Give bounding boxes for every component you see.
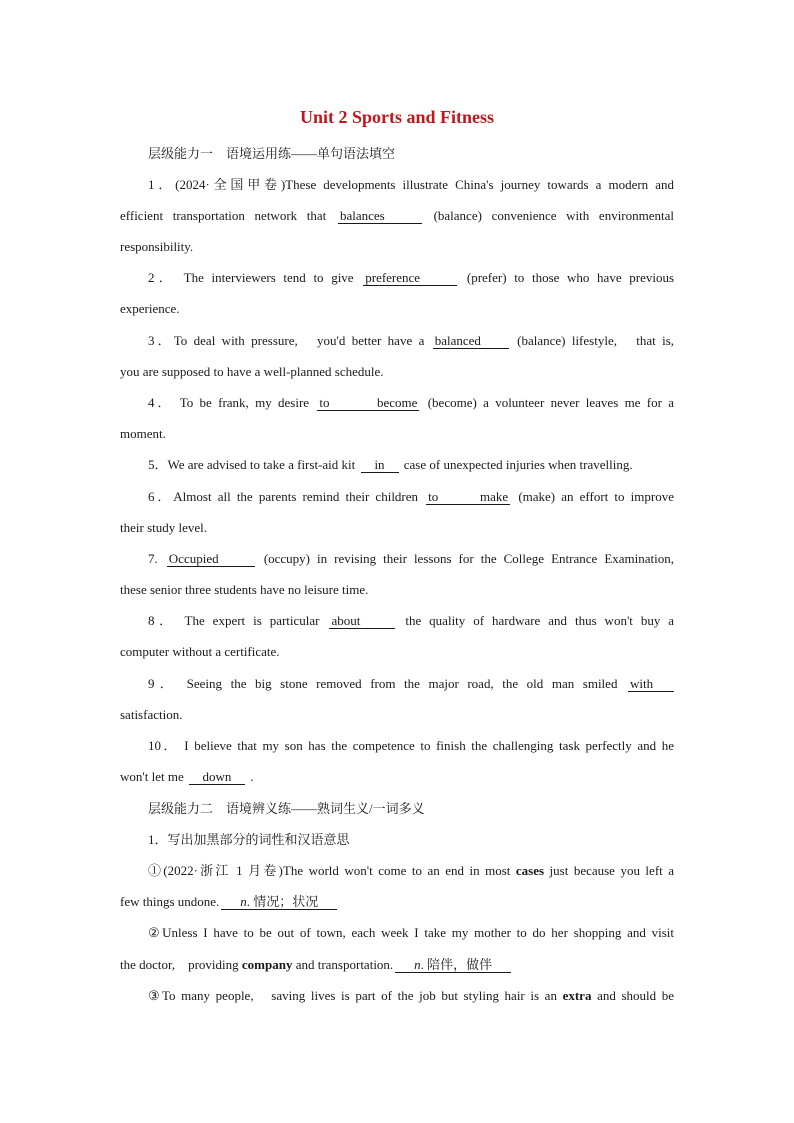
question-8-line-2: computer without a certificate. [120, 644, 280, 659]
question-10-line-2 [120, 768, 674, 786]
item-2-line-2 [120, 956, 674, 974]
question-3-line-1 [148, 332, 674, 350]
question-9-answer: with [628, 677, 674, 692]
item-1-text: just because you left a [549, 863, 675, 878]
question-9-line-1 [148, 675, 674, 693]
question-1-line-3: responsibility. [120, 239, 194, 254]
question-8-line-1 [148, 612, 674, 630]
question-6-text: 6．Almost all the parents remind their children [148, 489, 419, 504]
question-6-answer: to make [428, 489, 509, 504]
question-2-line-2: experience. [120, 301, 180, 316]
question-3-line-2: you are supposed to have a well-planned schedule. [120, 364, 384, 379]
part-1-instruction: 1．写出加黑部分的词性和汉语意思 [148, 832, 350, 847]
question-4-answer: to become [319, 395, 418, 410]
question-4-line-1 [148, 394, 674, 412]
question-6-text: (make) an effort to improve [518, 489, 675, 504]
question-5-text: case of unexpected injuries when travelling. [403, 457, 633, 472]
item-2-line-1: ②Unless I have to be out of town, each week I take my mother to do her shopping and visit [148, 925, 674, 940]
question-3-answer: balanced [433, 334, 509, 349]
question-10-text: . [250, 769, 254, 784]
question-1-text: efficient transportation network that [120, 208, 327, 223]
item-3-line-1 [148, 987, 674, 1005]
question-2-text: 2． The interviewers tend to give [148, 270, 354, 285]
question-4-text: (become) a volunteer never leaves me for a [427, 395, 675, 410]
question-7-text: 7. [148, 551, 158, 566]
question-5-line-1 [148, 456, 674, 474]
question-1-line-2 [120, 207, 674, 225]
question-8-text: 8． The expert is particular [148, 613, 320, 628]
question-1-text: (balance) convenience with environmental [433, 208, 675, 223]
section-heading-1: 层级能力一 语境运用练——单句语法填空 [148, 146, 396, 161]
item-2-bold-word: company [241, 957, 293, 972]
item-2-answer-pos: n [414, 957, 421, 972]
question-7-line-1 [148, 550, 674, 568]
question-2-text: (prefer) to those who have previous [466, 270, 675, 285]
question-7-line-2: these senior three students have no leisure time. [120, 582, 369, 597]
question-10-text: won't let me [120, 769, 184, 784]
item-2-answer [395, 958, 511, 973]
question-8-answer: about [329, 614, 395, 629]
item-1-text: ①(2022·浙江 1 月卷)The world won't come to an end in most [148, 863, 511, 878]
page-title: Unit 2 Sports and Fitness [299, 107, 495, 127]
question-4-line-2: moment. [120, 426, 166, 441]
item-2-answer-meaning: . 陪伴，做伴 [420, 957, 493, 972]
question-7-text: (occupy) in revising their lessons for the College Entrance Examination, [263, 551, 674, 566]
item-1-answer-pos: n [240, 894, 247, 909]
question-7-answer: Occupied [167, 552, 255, 567]
question-10-answer: down [189, 770, 245, 785]
question-9-text: 9． Seeing the big stone removed from the major road, the old man smiled [148, 676, 618, 691]
question-2-answer: preference [363, 271, 457, 286]
question-10-line-1: 10． I believe that my son has the competence to finish the challenging task perfectly and he [148, 738, 674, 753]
item-1-line-1 [148, 862, 674, 880]
item-2-text: the doctor, providing [120, 957, 239, 972]
question-6-line-2: their study level. [120, 520, 208, 535]
question-2-line-1 [148, 269, 674, 287]
question-4-text: 4． To be frank, my desire [148, 395, 310, 410]
question-5-text: 5．We are advised to take a first-aid kit [148, 457, 356, 472]
item-3-bold-word: extra [562, 988, 592, 1003]
item-1-bold-word: cases [515, 863, 545, 878]
question-9-line-2: satisfaction. [120, 707, 183, 722]
item-3-text: and should be [597, 988, 675, 1003]
question-6-line-1 [148, 488, 674, 506]
item-1-text: few things undone. [120, 894, 220, 909]
item-1-answer-meaning: . 情况；状况 [246, 894, 319, 909]
question-5-answer: in [361, 458, 399, 473]
question-8-text: the quality of hardware and thus won't buy a [405, 613, 675, 628]
item-3-text: ③To many people, saving lives is part of the job but styling hair is an [148, 988, 557, 1003]
question-1-line-1: 1．(2024·全国甲卷)These developments illustrate China's journey towards a modern and [148, 177, 674, 192]
item-1-answer [221, 895, 337, 910]
question-1-answer: balances [338, 209, 422, 224]
section-heading-2: 层级能力二 语境辨义练——熟词生义/一词多义 [148, 801, 425, 816]
item-1-line-2 [120, 893, 674, 911]
question-3-text: (balance) lifestyle, that is, [517, 333, 674, 348]
question-3-text: 3．To deal with pressure, you'd better have a [148, 333, 425, 348]
item-2-text: and transportation. [295, 957, 394, 972]
